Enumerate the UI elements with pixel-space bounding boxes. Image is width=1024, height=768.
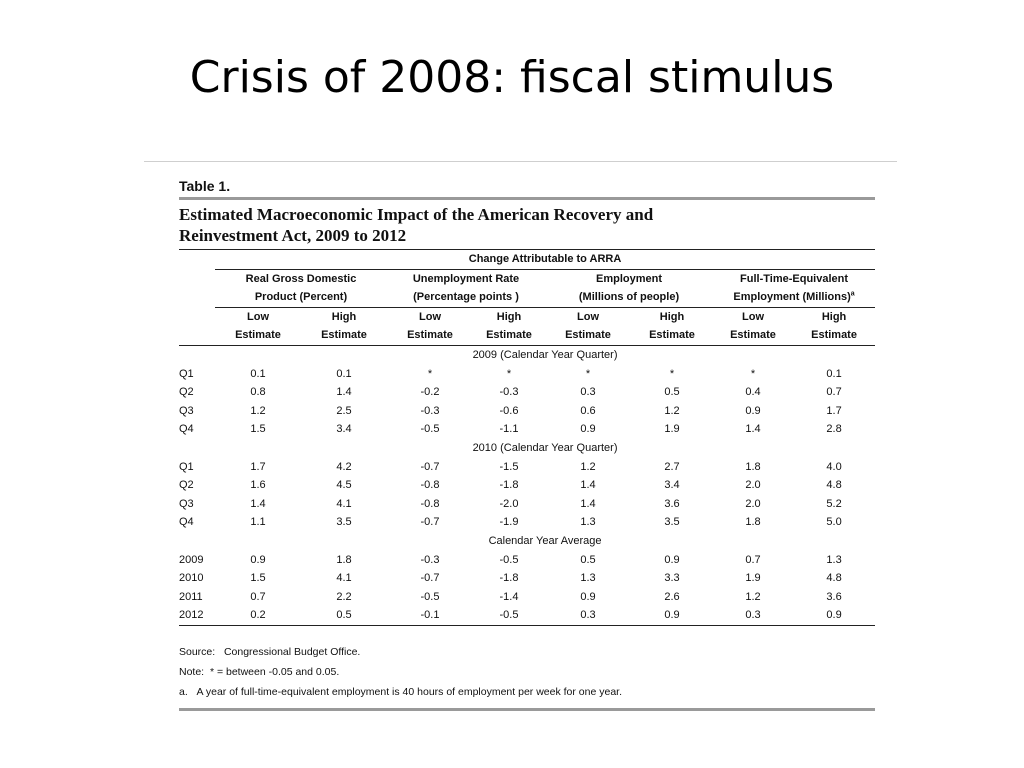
table-cell: 1.4 xyxy=(580,479,596,492)
table-cell: 5.0 xyxy=(826,516,842,529)
row-label: Q1 xyxy=(179,460,194,473)
source-note xyxy=(179,642,875,662)
group-header-line-1: Real Gross Domestic xyxy=(245,272,357,285)
high-estimate-header: Estimate xyxy=(793,326,875,345)
table-cell: -0.7 xyxy=(420,572,440,585)
table-label: Table 1. xyxy=(179,178,231,194)
table-top-rule xyxy=(179,197,875,200)
table-cell: 0.3 xyxy=(580,386,596,399)
table-cell: 2.2 xyxy=(336,590,352,603)
table-cell: 5.2 xyxy=(826,497,842,510)
row-label: Q1 xyxy=(179,367,194,380)
table-title-line-2: Reinvestment Act, 2009 to 2012 xyxy=(179,226,407,245)
table-cell: 3.6 xyxy=(826,590,842,603)
group-header-text: Product (Percent) xyxy=(254,291,348,304)
table-cell: -0.7 xyxy=(420,460,440,473)
table-cell: -1.1 xyxy=(499,423,519,436)
group-header-text: Employment (Millions) xyxy=(733,291,851,304)
row-label: 2011 xyxy=(179,590,203,603)
low-estimate-header: Low xyxy=(742,310,764,323)
row-label: Q4 xyxy=(179,423,194,436)
table-cell: * xyxy=(669,367,675,380)
group-header-line-1: Full-Time-Equivalent xyxy=(740,272,849,285)
group-header-row-2 xyxy=(179,288,875,307)
high-estimate-header: High xyxy=(659,310,685,323)
table-cell: 0.6 xyxy=(580,404,596,417)
high-estimate-header: Estimate xyxy=(301,326,387,345)
table-cell: -1.8 xyxy=(499,572,519,585)
low-estimate-header: Low xyxy=(577,310,599,323)
group-header-text: (Millions of people) xyxy=(578,291,680,304)
table-row xyxy=(179,458,875,477)
table-cell: 1.3 xyxy=(580,516,596,529)
table-cell: 1.8 xyxy=(745,460,761,473)
table-cell: 0.9 xyxy=(745,404,761,417)
low-estimate-header: Estimate xyxy=(713,326,793,345)
table-cell: -0.1 xyxy=(420,609,440,622)
table-cell: 4.8 xyxy=(826,572,842,585)
table-cell: -2.0 xyxy=(499,497,519,510)
table-cell: 1.4 xyxy=(580,497,596,510)
row-label: 2010 xyxy=(179,572,204,585)
group-header-line-2 xyxy=(545,288,713,307)
table-cell: 0.7 xyxy=(250,590,266,603)
table-title-line-1: Estimated Macroeconomic Impact of the American Recovery and xyxy=(179,205,654,224)
table-cell: -0.7 xyxy=(420,516,440,529)
high-estimate-header: Estimate xyxy=(631,326,713,345)
row-label: Q2 xyxy=(179,479,194,492)
section-heading-row xyxy=(179,439,875,458)
table-cell: 0.7 xyxy=(826,386,842,399)
table-cell: 0.9 xyxy=(580,423,596,436)
table-cell: 1.4 xyxy=(336,386,352,399)
high-estimate-header: High xyxy=(821,310,847,323)
table-cell: -0.8 xyxy=(420,497,440,510)
title-divider xyxy=(144,161,897,162)
footnote-line xyxy=(179,682,875,702)
table-cell: -0.6 xyxy=(499,404,519,417)
section-heading: Calendar Year Average xyxy=(488,534,602,547)
table-cell: 1.7 xyxy=(250,460,266,473)
table-figure xyxy=(179,178,875,711)
table-cell: 1.5 xyxy=(250,572,266,585)
table-cell: 0.9 xyxy=(664,609,680,622)
section-heading-row xyxy=(179,345,875,364)
table-row xyxy=(179,588,875,607)
table-cell: 2.5 xyxy=(336,404,352,417)
table-cell: -1.4 xyxy=(499,590,519,603)
group-header-line-1: Unemployment Rate xyxy=(412,272,520,285)
table-cell: 1.5 xyxy=(250,423,266,436)
source-label: Source: xyxy=(179,645,216,658)
source-text: Congressional Budget Office. xyxy=(223,645,361,658)
note-line xyxy=(179,662,875,682)
table-cell: -0.3 xyxy=(420,404,440,417)
section-heading: 2009 (Calendar Year Quarter) xyxy=(472,348,618,361)
table-cell: 0.2 xyxy=(250,609,266,622)
table-cell: 1.2 xyxy=(250,404,266,417)
low-estimate-header: Low xyxy=(419,310,441,323)
table-cell: 0.3 xyxy=(580,609,596,622)
table-cell: 0.9 xyxy=(250,553,266,566)
table-cell: 3.6 xyxy=(664,497,680,510)
group-header-line-2 xyxy=(387,288,545,307)
table-cell: 1.8 xyxy=(745,516,761,529)
table-cell: 4.1 xyxy=(336,572,352,585)
table-cell: 1.4 xyxy=(250,497,266,510)
table-row xyxy=(179,606,875,625)
table-cell: -0.2 xyxy=(420,386,440,399)
row-label: Q4 xyxy=(179,516,194,529)
table-row xyxy=(179,383,875,402)
slide-title: Crisis of 2008: fiscal stimulus xyxy=(189,52,835,103)
table-row xyxy=(179,495,875,514)
low-estimate-header: Estimate xyxy=(545,326,631,345)
table-cell: 3.4 xyxy=(664,479,680,492)
note-text: * = between -0.05 and 0.05. xyxy=(209,665,340,678)
table-cell: 0.5 xyxy=(664,386,680,399)
table-cell: 1.2 xyxy=(664,404,680,417)
table-cell: 4.2 xyxy=(336,460,352,473)
low-estimate-header: Estimate xyxy=(387,326,473,345)
table-cell: 0.9 xyxy=(580,590,596,603)
table-cell: -0.3 xyxy=(420,553,440,566)
table-cell: 1.9 xyxy=(664,423,680,436)
table-row xyxy=(179,365,875,384)
high-estimate-header: High xyxy=(496,310,522,323)
table-cell: 1.8 xyxy=(336,553,352,566)
row-label: 2012 xyxy=(179,609,204,622)
group-header-row-1 xyxy=(179,269,875,288)
subheader-row-2 xyxy=(179,326,875,345)
table-body xyxy=(179,345,875,624)
table-cell: -0.5 xyxy=(499,553,519,566)
row-label: Q3 xyxy=(179,497,194,510)
table-cell: 0.1 xyxy=(250,367,266,380)
table-cell: -1.9 xyxy=(499,516,519,529)
table-cell: 4.0 xyxy=(826,460,842,473)
group-header-text: (Percentage points ) xyxy=(413,291,519,304)
table-cell: 0.1 xyxy=(826,367,842,380)
note-label: Note: xyxy=(179,665,205,678)
table-title xyxy=(179,204,875,246)
table-cell: 0.4 xyxy=(745,386,761,399)
row-label: Q2 xyxy=(179,386,194,399)
group-header-line-2 xyxy=(713,288,875,307)
group-header-line-1: Employment xyxy=(595,272,662,285)
table-cell: 2.7 xyxy=(664,460,680,473)
table-row xyxy=(179,513,875,532)
table-cell: 3.5 xyxy=(664,516,680,529)
table-cell: 2.6 xyxy=(664,590,680,603)
table-row xyxy=(179,569,875,588)
table-cell: 4.1 xyxy=(336,497,352,510)
data-table xyxy=(179,250,875,625)
low-estimate-header: Estimate xyxy=(215,326,301,345)
section-heading-row xyxy=(179,532,875,551)
table-cell: 3.4 xyxy=(336,423,352,436)
table-row xyxy=(179,476,875,495)
super-header: Change Attributable to ARRA xyxy=(215,250,875,269)
table-cell: * xyxy=(585,367,591,380)
footnote-text: A year of full-time-equivalent employment is 40 hours of employment per week for one year. xyxy=(196,685,622,698)
table-cell: 1.9 xyxy=(745,572,761,585)
table-cell: -0.5 xyxy=(499,609,519,622)
table-cell: * xyxy=(506,367,512,380)
table-cell: 0.1 xyxy=(336,367,352,380)
group-header-line-2 xyxy=(215,288,387,307)
section-heading: 2010 (Calendar Year Quarter) xyxy=(472,441,618,454)
table-notes xyxy=(179,642,875,702)
row-label: 2009 xyxy=(179,553,204,566)
row-label: Q3 xyxy=(179,404,194,417)
table-cell: 1.7 xyxy=(826,404,842,417)
table-cell: -0.5 xyxy=(420,590,440,603)
table-cell: 2.0 xyxy=(745,479,761,492)
table-cell: 1.1 xyxy=(250,516,266,529)
high-estimate-header: Estimate xyxy=(473,326,545,345)
table-row xyxy=(179,551,875,570)
low-estimate-header: Low xyxy=(247,310,269,323)
table-cell: 2.8 xyxy=(826,423,842,436)
table-cell: -0.8 xyxy=(420,479,440,492)
table-cell: 2.0 xyxy=(745,497,761,510)
table-end-rule xyxy=(179,708,875,711)
footnote-label: a. xyxy=(179,685,188,698)
table-cell: -0.3 xyxy=(499,386,519,399)
table-cell: 3.5 xyxy=(336,516,352,529)
table-row xyxy=(179,420,875,439)
table-cell: 4.8 xyxy=(826,479,842,492)
table-cell: 3.3 xyxy=(664,572,680,585)
table-cell: -1.8 xyxy=(499,479,519,492)
table-cell: 1.6 xyxy=(250,479,266,492)
table-cell: 0.8 xyxy=(250,386,266,399)
table-cell: 1.2 xyxy=(745,590,761,603)
table-cell: -0.5 xyxy=(420,423,440,436)
table-cell: 4.5 xyxy=(336,479,352,492)
subheader-row-1 xyxy=(179,307,875,326)
table-cell: 0.5 xyxy=(336,609,352,622)
table-cell: 0.5 xyxy=(580,553,596,566)
table-cell: -1.5 xyxy=(499,460,519,473)
table-cell: 1.2 xyxy=(580,460,596,473)
high-estimate-header: High xyxy=(331,310,357,323)
table-bottom-rule xyxy=(179,625,875,626)
table-cell: 0.9 xyxy=(664,553,680,566)
table-cell: 0.7 xyxy=(745,553,761,566)
table-cell: 0.3 xyxy=(745,609,761,622)
table-cell: 1.3 xyxy=(826,553,842,566)
table-cell: 1.4 xyxy=(745,423,761,436)
table-row xyxy=(179,402,875,421)
table-cell: * xyxy=(750,367,756,380)
table-cell: 1.3 xyxy=(580,572,596,585)
footnote-marker: a xyxy=(850,290,855,298)
table-cell: 0.9 xyxy=(826,609,842,622)
table-cell: * xyxy=(427,367,433,380)
